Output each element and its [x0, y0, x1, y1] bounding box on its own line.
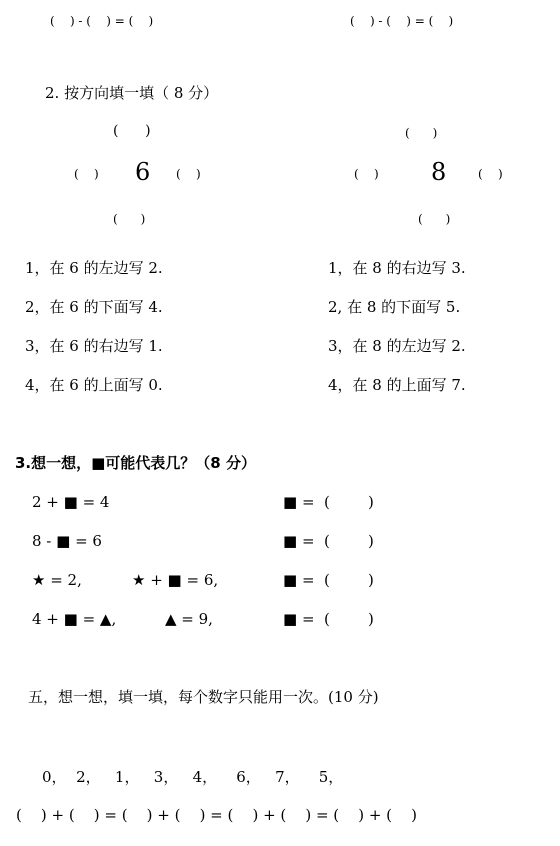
right-figure-right: ( ) — [478, 167, 503, 181]
section5-equation: ( ) + ( ) = ( ) + ( ) = ( ) + ( ) = ( ) + ( ) — [16, 806, 417, 824]
sec3-row4-expr-a: 4 + ■ = ▲, — [32, 610, 117, 628]
sec3-row1-expr: 2 + ■ = 4 — [32, 493, 110, 511]
left-figure-left: ( ) — [74, 167, 99, 181]
right-item-4: 4，在 8 的上面写 7. — [328, 376, 466, 394]
sec3-row4-answer: ■ = ( ) — [283, 610, 374, 628]
left-figure-center: 6 — [135, 158, 151, 186]
right-figure-center: 8 — [431, 158, 447, 186]
top-equation-right: ( ) - ( ) = ( ) — [350, 14, 454, 28]
section5-numbers: 0， 2， 1， 3， 4， 6， 7， 5， — [42, 768, 344, 786]
left-figure-right: ( ) — [176, 167, 201, 181]
left-figure-top: ( ) — [113, 123, 151, 139]
section5-title: 五，想一想，填一填，每个数字只能用一次。(10 分) — [28, 688, 379, 706]
right-figure-top: ( ) — [405, 126, 438, 140]
section2-title: 2. 按方向填一填（ 8 分） — [45, 84, 219, 102]
right-figure-bottom: ( ) — [418, 212, 451, 226]
left-item-1: 1，在 6 的左边写 2. — [25, 259, 163, 277]
left-item-2: 2，在 6 的下面写 4. — [25, 298, 163, 316]
right-item-2: 2, 在 8 的下面写 5. — [328, 298, 461, 316]
sec3-row3-expr-b: ★ + ■ = 6, — [132, 571, 219, 589]
sec3-row1-answer: ■ = ( ) — [283, 493, 374, 511]
right-figure-left: ( ) — [354, 167, 379, 181]
sec3-row3-answer: ■ = ( ) — [283, 571, 374, 589]
top-equation-left: ( ) - ( ) = ( ) — [50, 14, 154, 28]
right-item-3: 3，在 8 的左边写 2. — [328, 337, 466, 355]
sec3-row3-expr-a: ★ = 2, — [32, 571, 82, 589]
sec3-row2-answer: ■ = ( ) — [283, 532, 374, 550]
left-figure-bottom: ( ) — [113, 212, 146, 226]
right-item-1: 1，在 8 的右边写 3. — [328, 259, 466, 277]
sec3-row4-expr-b: ▲ = 9, — [165, 610, 213, 628]
left-item-4: 4，在 6 的上面写 0. — [25, 376, 163, 394]
section3-title: 3.想一想，■可能代表几？（8 分） — [15, 454, 256, 472]
left-item-3: 3，在 6 的右边写 1. — [25, 337, 163, 355]
sec3-row2-expr: 8 - ■ = 6 — [32, 532, 102, 550]
